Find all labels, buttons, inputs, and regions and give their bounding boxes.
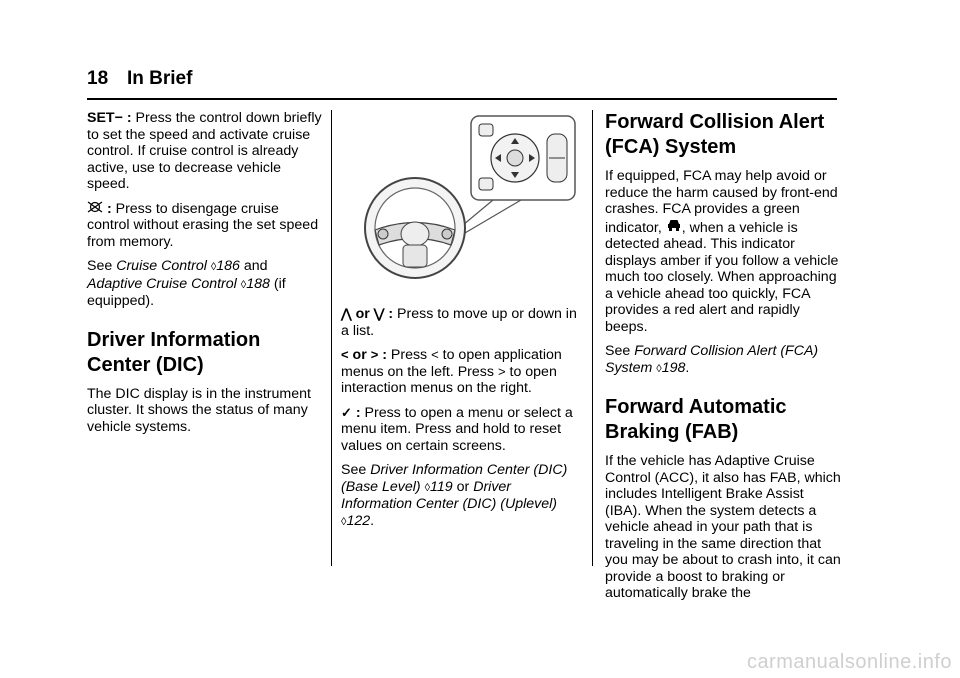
right-arrow-icon: > <box>370 347 379 362</box>
column-divider-1 <box>331 110 332 566</box>
cancel-paragraph: : Press to disengage cruise control without erasing the set speed from memory. <box>87 200 319 250</box>
page-number: 18 <box>87 68 109 89</box>
up-down-text: Press to move up or down in a list. <box>341 306 577 339</box>
cruise-control-link[interactable]: Cruise Control <box>116 258 207 274</box>
ref-symbol: ◊ <box>210 261 217 273</box>
ref-symbol: ◊ <box>656 362 662 375</box>
dic-text: The DIC display is in the instrument cluster. It shows the status of many vehicle systems. <box>87 385 311 435</box>
adaptive-cruise-control-link[interactable]: Adaptive Cruise Control <box>87 275 237 292</box>
adaptive-cruise-control-page: 188 <box>246 275 270 292</box>
ref-symbol: ◊ <box>424 481 431 494</box>
steering-wheel-controls-illustration <box>353 110 578 280</box>
dic-heading: Driver Information Center (DIC) <box>87 328 261 376</box>
down-arrow-icon: ⋁ <box>373 306 385 321</box>
watermark: carmanualsonline.info <box>746 651 952 673</box>
select-text: Press to open a menu or select a menu item. Press and hold to reset values on certain screens. <box>341 404 573 454</box>
column-1 <box>87 110 323 443</box>
set-minus-label: SET− <box>87 110 123 126</box>
fca-paragraph: If equipped, FCA may help avoid or reduce the harm caused by front-end crashes. FCA provides a green indicator, , when a vehicle is detected ahead. This indicator displays amber if you follow a vehicle much too closely. When approaching a vehicle ahead too quickly, FCA provides a red alert and rapidly beeps. <box>605 168 839 335</box>
header-rule <box>87 98 837 100</box>
vehicle-ahead-icon <box>666 220 682 236</box>
column-2 <box>341 110 581 538</box>
page-section-title: In Brief <box>127 68 193 89</box>
ref-symbol: ◊ <box>240 278 247 291</box>
fab-heading: Forward Automatic Braking (FAB) <box>605 396 787 443</box>
left-arrow-icon: < <box>341 347 349 362</box>
set-minus-text: Press the control down briefly to set the speed and activate cruise control. If cruise control is already active, use to decrease vehicle speed. <box>87 110 322 192</box>
dic-see-paragraph: See Driver Information Center (DIC) (Base Level) ◊119 or Driver Information Center (DIC) (Uplevel) ◊122. <box>341 462 568 529</box>
cruise-see-paragraph: See Cruise Control ◊186 and Adaptive Cruise Control ◊188 (if equipped). <box>87 258 286 309</box>
left-right-paragraph: < or > : Press < to open application menus on the left. Press > to open interaction menus on the right. <box>341 347 562 396</box>
fab-text: If the vehicle has Adaptive Cruise Control (ACC), it also has FAB, which includes Intelligent Brake Assist (IBA). When the system detects a vehicle ahead in your path that is traveling in the same direction that you may be about to crash into, it can provide a boost to braking or automatically brake the <box>605 453 841 601</box>
up-arrow-icon: ⋀ <box>341 306 352 321</box>
page-header <box>87 68 192 90</box>
dic-base-level-page: 119 <box>430 478 453 495</box>
fca-system-page: 198 <box>661 359 686 376</box>
up-down-paragraph: ⋀ or ⋁ : Press to move up or down in a list. <box>341 306 577 339</box>
column-3 <box>605 110 841 610</box>
cruise-control-page: 186 <box>216 258 240 274</box>
set-minus-paragraph: SET− : Press the control down briefly to set the speed and activate cruise control. If cruise control is already active, use to decrease vehicle speed. <box>87 110 322 192</box>
dic-uplevel-page: 122 <box>346 512 371 529</box>
ref-symbol: ◊ <box>341 515 347 528</box>
fca-see-paragraph: See Forward Collision Alert (FCA) System ◊198. <box>605 343 819 376</box>
dic-base-level-link[interactable]: Driver Information Center (DIC) (Base Level) <box>341 462 568 495</box>
fca-heading: Forward Collision Alert (FCA) System <box>605 111 825 158</box>
column-divider-2 <box>592 110 593 566</box>
cancel-text: Press to disengage cruise control without erasing the set speed from memory. <box>87 200 319 250</box>
select-paragraph: ✓ : Press to open a menu or select a menu item. Press and hold to reset values on certain screens. <box>341 404 573 454</box>
checkmark-icon: ✓ <box>341 404 352 420</box>
left-arrow-icon: < <box>431 347 439 362</box>
dic-uplevel-link[interactable]: Driver Information Center (DIC) (Uplevel) <box>341 478 558 512</box>
fca-system-link[interactable]: Forward Collision Alert (FCA) System <box>605 343 819 376</box>
cruise-cancel-icon <box>87 201 103 217</box>
right-arrow-icon: > <box>497 363 506 379</box>
